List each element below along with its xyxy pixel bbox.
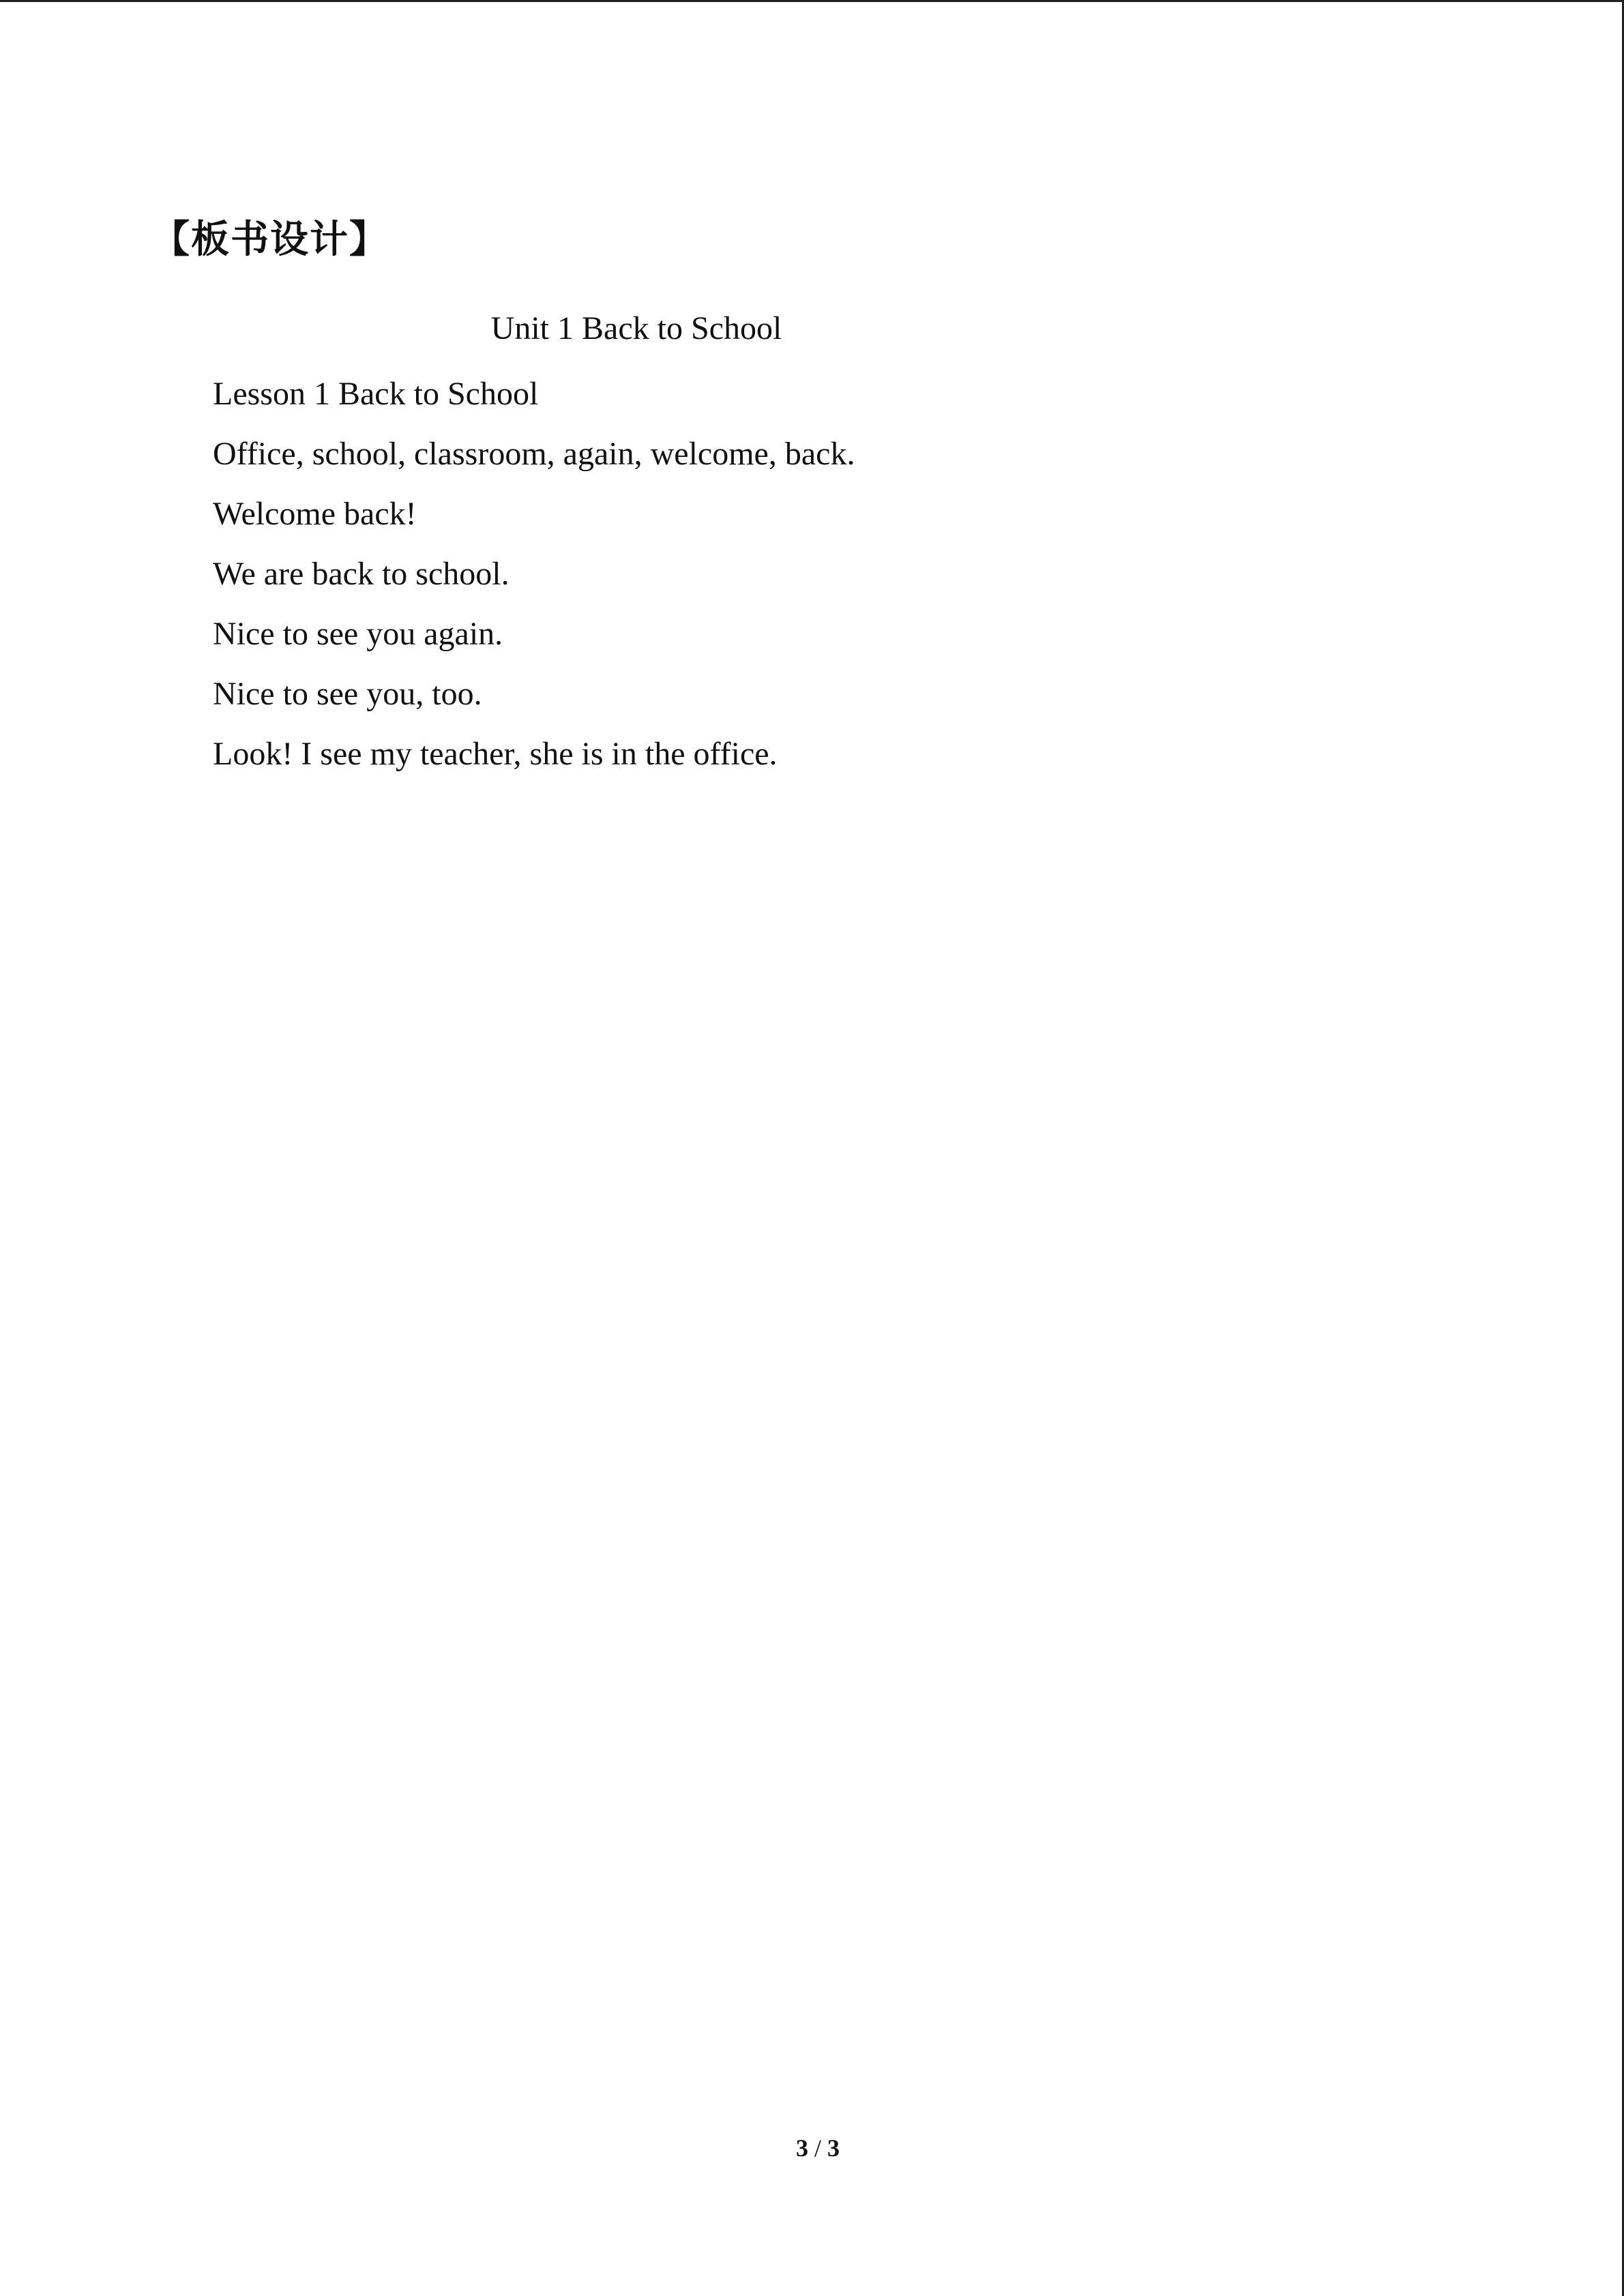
page-total: 3 [827, 2134, 840, 2162]
board-line-sentence: Nice to see you, too. [213, 676, 482, 712]
board-line-sentence: Nice to see you again. [213, 616, 503, 652]
page-separator: / [814, 2134, 821, 2162]
page-border-top [0, 0, 1624, 2]
page-current: 3 [795, 2134, 808, 2162]
board-line-lesson: Lesson 1 Back to School [213, 376, 539, 412]
board-line-sentence: Look! I see my teacher, she is in the office. [213, 736, 778, 772]
page-number [0, 2133, 1624, 2163]
board-line-sentence: Welcome back! [213, 496, 417, 532]
board-line-sentence: We are back to school. [213, 556, 510, 592]
board-line-vocabulary: Office, school, classroom, again, welcome, back. [213, 436, 855, 472]
section-heading: 【板书设计】 [151, 218, 389, 262]
board-title: Unit 1 Back to School [490, 310, 782, 346]
board-lines [213, 364, 855, 784]
